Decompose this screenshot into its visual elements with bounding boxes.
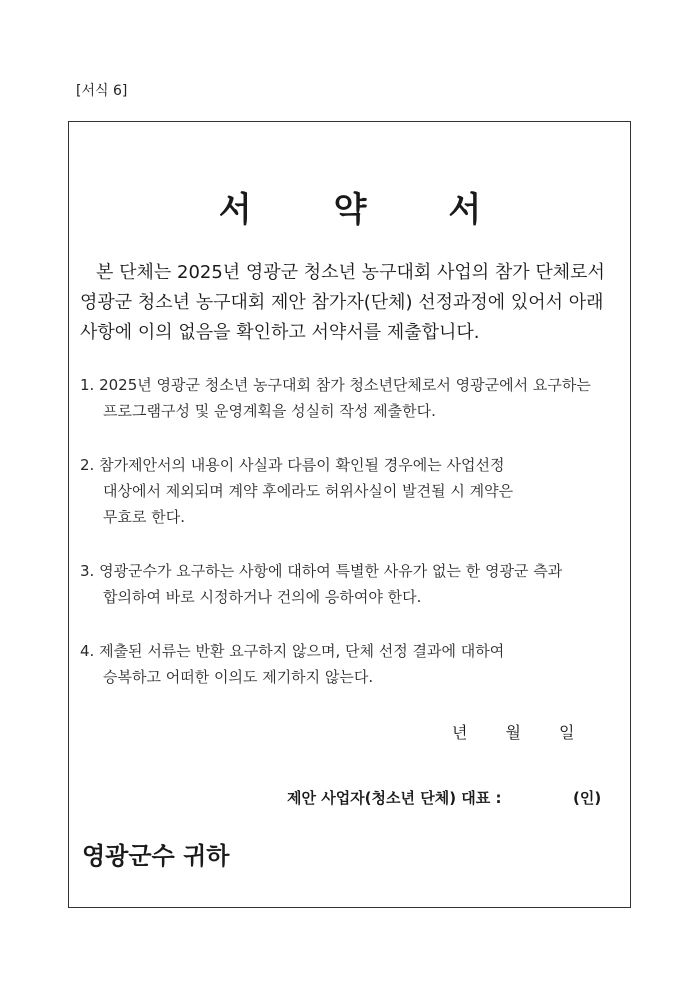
intro-line: 영광군 청소년 농구대회 제안 참가자(단체) 선정과정에 있어서 아래	[80, 292, 604, 313]
intro-line: 사항에 이의 없음을 확인하고 서약서를 제출합니다.	[80, 322, 480, 343]
seal-mark: (인)	[573, 789, 602, 807]
pledge-line: 대상에서 제외되며 계약 후에라도 허위사실이 발견될 시 계약은	[103, 482, 514, 500]
title-char: 약	[333, 190, 367, 230]
intro-paragraph	[80, 258, 622, 348]
pledge-item	[80, 558, 625, 610]
pledge-item	[80, 452, 625, 530]
pledge-line: 1. 2025년 영광군 청소년 농구대회 참가 청소년단체로서 영광군에서 요구하는	[80, 376, 591, 394]
date-year: 년	[452, 723, 468, 742]
addressee: 영광군수 귀하	[82, 842, 230, 870]
date-line	[452, 720, 574, 743]
document-title	[0, 182, 700, 231]
pledge-line: 4. 제출된 서류는 반환 요구하지 않으며, 단체 선정 결과에 대하여	[80, 642, 505, 660]
intro-line: 본 단체는 2025년 영광군 청소년 농구대회 사업의 참가 단체로서	[96, 262, 605, 283]
date-month: 월	[505, 723, 521, 742]
signature-label: 제안 사업자(청소년 단체) 대표 :	[287, 789, 502, 807]
pledge-line: 합의하여 바로 시정하거나 건의에 응하여야 한다.	[103, 588, 422, 606]
form-number: [서식 6]	[76, 83, 128, 99]
pledge-line: 승복하고 어떠한 이의도 제기하지 않는다.	[103, 668, 374, 686]
date-day: 일	[558, 723, 575, 742]
pledge-items	[80, 372, 625, 718]
pledge-item	[80, 638, 625, 690]
pledge-line: 프로그램구성 및 운영계획을 성실히 작성 제출한다.	[103, 402, 436, 420]
pledge-line: 무효로 한다.	[103, 508, 185, 526]
pledge-line: 2. 참가제안서의 내용이 사실과 다름이 확인될 경우에는 사업선정	[80, 456, 505, 474]
title-char: 서	[218, 190, 252, 230]
pledge-line: 3. 영광군수가 요구하는 사항에 대하여 특별한 사유가 없는 한 영광군 측과	[80, 562, 563, 580]
pledge-item	[80, 372, 625, 424]
title-char: 서	[448, 190, 482, 230]
